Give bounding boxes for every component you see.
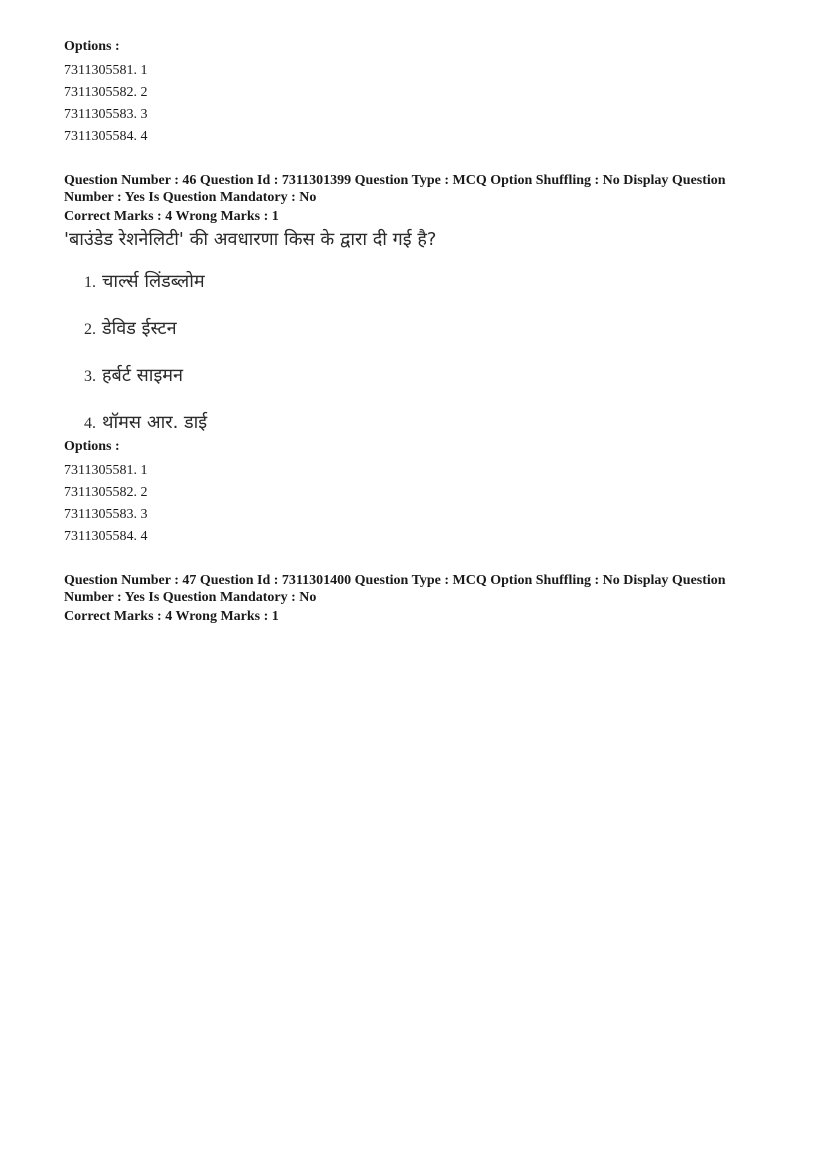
choice-text: चार्ल्स लिंडब्लोम xyxy=(102,271,205,292)
choice-number: 4. xyxy=(84,415,96,432)
choice-number: 2. xyxy=(84,321,96,338)
option-row: 7311305583. 3 xyxy=(64,107,148,122)
option-row: 7311305582. 2 xyxy=(64,85,148,100)
choice-number: 1. xyxy=(84,274,96,291)
choice-text: डेविड ईस्टन xyxy=(102,318,177,339)
question-47 xyxy=(64,572,764,626)
options-label: Options : xyxy=(64,39,120,54)
choice-item xyxy=(84,411,764,436)
choice-item xyxy=(84,270,764,295)
question-marks: Correct Marks : 4 Wrong Marks : 1 xyxy=(64,609,279,624)
choice-item xyxy=(84,317,764,342)
document-page xyxy=(64,38,764,626)
choice-list xyxy=(64,270,764,436)
question-46 xyxy=(64,172,764,548)
question-46-options xyxy=(64,438,764,548)
question-header: Question Number : 47 Question Id : 7311301400 Question Type : MCQ Option Shuffling : No Display Question Number : Yes Is Question Mandatory : No xyxy=(64,573,726,605)
question-text: 'बाउंडेड रेशनेलिटी' की अवधारणा किस के द्वारा दी गई है? xyxy=(64,229,437,250)
choice-number: 3. xyxy=(84,368,96,385)
question-header: Question Number : 46 Question Id : 7311301399 Question Type : MCQ Option Shuffling : No Display Question Number : Yes Is Question Mandatory : No xyxy=(64,173,726,205)
option-row: 7311305584. 4 xyxy=(64,529,148,544)
question-marks: Correct Marks : 4 Wrong Marks : 1 xyxy=(64,209,279,224)
options-label: Options : xyxy=(64,439,120,454)
choice-item xyxy=(84,364,764,389)
option-row: 7311305582. 2 xyxy=(64,485,148,500)
option-row: 7311305583. 3 xyxy=(64,507,148,522)
prev-question-options xyxy=(64,38,764,148)
option-row: 7311305584. 4 xyxy=(64,129,148,144)
option-row: 7311305581. 1 xyxy=(64,63,148,78)
choice-text: हर्बर्ट साइमन xyxy=(102,365,184,386)
choice-text: थॉमस आर. डाई xyxy=(102,412,208,433)
option-row: 7311305581. 1 xyxy=(64,463,148,478)
